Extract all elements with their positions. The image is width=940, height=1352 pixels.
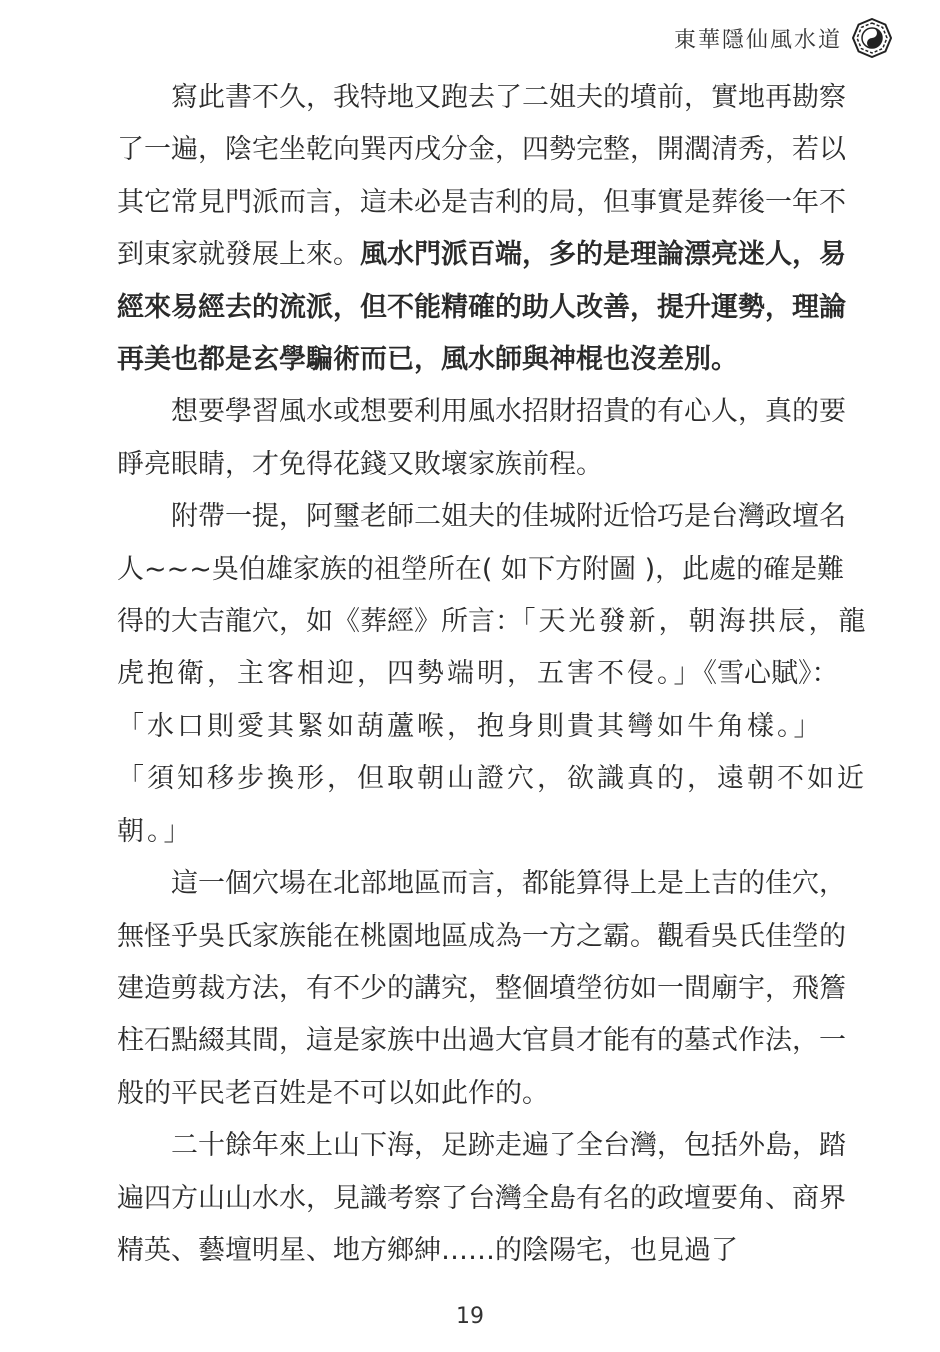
bagua-yin-yang-icon: [852, 18, 892, 58]
paragraph-4: 這一個穴場在北部地區而言，都能算得上是上吉的佳穴，無怪乎吳氏家族能在桃園地區成為一方之霸。觀看吳氏佳塋的建造剪裁方法，有不少的講究，整個墳塋彷如一間廟宇，飛簷柱石點綴其間，這是家族中出過大官員才能有的墓式作法，一般的平民老百姓是不可以如此作的。: [117, 868, 846, 1109]
page-header: [674, 18, 892, 58]
xuexinfu-title: 《雪心賦》: [703, 658, 812, 690]
header-title: 東華隱仙風水道: [673, 27, 842, 53]
zangjing-quote: 「天光發新，朝海拱辰，龍虎抱衛，主客相迎，四勢端明，五害不侵。」: [117, 606, 869, 690]
xuexinfu-quote: ：「水口則愛其緊如葫蘆喉，抱身則貴其彎如牛角樣。」「須知移步換形，但取朝山證穴，欲識真的，遠朝不如近朝。」: [117, 658, 867, 847]
paragraph-3: [117, 491, 869, 858]
body-text: [117, 72, 869, 1277]
page-number: 19: [456, 1304, 484, 1329]
paragraph-2: 想要學習風水或想要利用風水招財招貴的有心人，真的要睜亮眼睛，才免得花錢又敗壞家族前程。: [117, 396, 846, 480]
paragraph-1-text: 寫此書不久，我特地又跑去了二姐夫的墳前，實地再勘察了一遍，陰宅坐乾向巽丙戌分金，四勢完整，開濶清秀，若以其它常見門派而言，這未必是吉利的局，但事實是葬後一年不到東家就發展上來。: [117, 82, 846, 271]
paragraph-1-bold-text: 風水門派百端，多的是理論漂亮迷人，易經來易經去的流派，但不能精確的助人改善，提升運勢，理論再美也都是玄學騙術而已，風水師與神棍也沒差別。: [117, 239, 846, 376]
paragraph-3-text: 附帶一提，阿璽老師二姐夫的佳城附近恰巧是台灣政壇名人~~~吳伯雄家族的祖塋所在( 如下方附圖 )，此處的確是難得的大吉龍穴，如《葬經》所言：: [117, 501, 846, 638]
paragraph-5: 二十餘年來上山下海，足跡走遍了全台灣，包括外島，踏遍四方山山水水，見識考察了台灣全島有名的政壇要角、商界精英、藝壇明星、地方鄉紳……的陰陽宅，也見過了: [117, 1130, 846, 1266]
paragraph-1: [117, 72, 869, 386]
